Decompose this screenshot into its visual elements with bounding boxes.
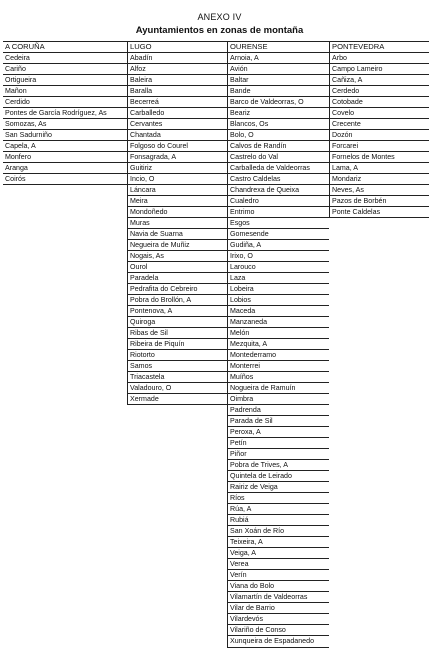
municipality-cell: Montederramo [228,350,329,361]
municipality-cell: Laza [228,273,329,284]
municipality-cell: Vilardevós [228,614,329,625]
municipality-cell: Pobra do Brollón, A [128,295,227,306]
municipality-cell: Dozón [330,130,429,141]
municipality-cell: Negueira de Muñiz [128,240,227,251]
municipality-cell: Mondoñedo [128,207,227,218]
municipality-cell: Pontenova, A [128,306,227,317]
column-header: OURENSE [228,41,329,53]
municipality-cell: Viana do Bolo [228,581,329,592]
municipality-cell: Oimbra [228,394,329,405]
municipality-cell: Neves, As [330,185,429,196]
municipality-cell: Barco de Valdeorras, O [228,97,329,108]
municipality-cell: Cedeira [3,53,127,64]
municipality-cell: Pedrafita do Cebreiro [128,284,227,295]
municipality-cell: Cerdido [3,97,127,108]
municipality-cell: Irixo, O [228,251,329,262]
municipality-cell: Cervantes [128,119,227,130]
municipality-cell: Lobios [228,295,329,306]
municipality-cell: Bande [228,86,329,97]
municipality-cell: Guitiriz [128,163,227,174]
municipality-cell: Pazos de Borbén [330,196,429,207]
municipality-cell: Mondariz [330,174,429,185]
column-header: A CORUÑA [3,41,127,53]
annex-label: ANEXO IV [197,12,242,22]
municipality-cell: Nogueira de Ramuín [228,383,329,394]
municipality-cell: Ribas de Sil [128,328,227,339]
municipality-cell: Beariz [228,108,329,119]
municipality-cell: Valadouro, O [128,383,227,394]
municipality-cell: Ribeira de Piquín [128,339,227,350]
municipality-cell: Monfero [3,152,127,163]
municipality-cell: Rúa, A [228,504,329,515]
column-ourense [227,41,329,648]
municipality-cell: Muras [128,218,227,229]
municipality-cell: Chandrexa de Queixa [228,185,329,196]
municipality-cell: Mezquita, A [228,339,329,350]
municipality-cell: Vilariño de Conso [228,625,329,636]
municipality-cell: San Xoán de Río [228,526,329,537]
municipality-cell: Crecente [330,119,429,130]
municipality-cell: San Sadurniño [3,130,127,141]
municipality-cell: Xunqueira de Espadanedo [228,636,329,648]
municipality-cell: Castrelo do Val [228,152,329,163]
municipality-cell: Carballeda de Valdeorras [228,163,329,174]
municipality-cell: Gomesende [228,229,329,240]
municipality-cell: Incio, O [128,174,227,185]
municipality-cell: Esgos [228,218,329,229]
municipality-cell: Aranga [3,163,127,174]
municipality-cell: Campo Lameiro [330,64,429,75]
municipality-cell: Ortigueira [3,75,127,86]
municipality-cell: Avión [228,64,329,75]
municipality-cell: Cualedro [228,196,329,207]
column-lugo [127,41,227,405]
municipality-cell: Carballedo [128,108,227,119]
municipalities-table [3,41,429,648]
municipality-cell: Baralla [128,86,227,97]
column-a-coruna [3,41,127,185]
municipality-cell: Bolo, O [228,130,329,141]
municipality-cell: Cariño [3,64,127,75]
municipality-cell: Monterrei [228,361,329,372]
municipality-cell: Samos [128,361,227,372]
municipality-cell: Peroxa, A [228,427,329,438]
document-title: Ayuntamientos en zonas de montaña [135,25,304,36]
municipality-cell: Navia de Suarna [128,229,227,240]
column-cells [330,53,429,218]
municipality-cell: Arbo [330,53,429,64]
municipality-cell: Quintela de Leirado [228,471,329,482]
municipality-cell: Vilar de Barrio [228,603,329,614]
municipality-cell: Cañiza, A [330,75,429,86]
municipality-cell: Rairiz de Veiga [228,482,329,493]
column-cells [3,53,127,185]
municipality-cell: Quiroga [128,317,227,328]
municipality-cell: Lobeira [228,284,329,295]
municipality-cell: Forcarei [330,141,429,152]
municipality-cell: Meira [128,196,227,207]
municipality-cell: Láncara [128,185,227,196]
municipality-cell: Alfoz [128,64,227,75]
municipality-cell: Xermade [128,394,227,405]
municipality-cell: Veiga, A [228,548,329,559]
column-pontevedra [329,41,429,218]
municipality-cell: Pontes de García Rodríguez, As [3,108,127,119]
municipality-cell: Larouco [228,262,329,273]
municipality-cell: Padrenda [228,405,329,416]
municipality-cell: Muíños [228,372,329,383]
municipality-cell: Castro Caldelas [228,174,329,185]
municipality-cell: Fornelos de Montes [330,152,429,163]
municipality-cell: Entrimo [228,207,329,218]
municipality-cell: Coirós [3,174,127,185]
municipality-cell: Verea [228,559,329,570]
municipality-cell: Baltar [228,75,329,86]
municipality-cell: Ourol [128,262,227,273]
column-cells [128,53,227,405]
municipality-cell: Lama, A [330,163,429,174]
municipality-cell: Fonsagrada, A [128,152,227,163]
municipality-cell: Piñor [228,449,329,460]
municipality-cell: Rubiá [228,515,329,526]
column-header: PONTEVEDRA [330,41,429,53]
municipality-cell: Triacastela [128,372,227,383]
municipality-cell: Folgoso do Courel [128,141,227,152]
municipality-cell: Blancos, Os [228,119,329,130]
municipality-cell: Petín [228,438,329,449]
municipality-cell: Verín [228,570,329,581]
municipality-cell: Riotorto [128,350,227,361]
municipality-cell: Chantada [128,130,227,141]
municipality-cell: Vilamartín de Valdeorras [228,592,329,603]
municipality-cell: Parada de Sil [228,416,329,427]
column-header: LUGO [128,41,227,53]
municipality-cell: Calvos de Randín [228,141,329,152]
municipality-cell: Covelo [330,108,429,119]
municipality-cell: Cotobade [330,97,429,108]
municipality-cell: Pobra de Trives, A [228,460,329,471]
municipality-cell: Abadín [128,53,227,64]
municipality-cell: Teixeira, A [228,537,329,548]
municipality-cell: Maceda [228,306,329,317]
column-cells [228,53,329,648]
municipality-cell: Arnoia, A [228,53,329,64]
municipality-cell: Ríos [228,493,329,504]
municipality-cell: Ponte Caldelas [330,207,429,218]
municipality-cell: Capela, A [3,141,127,152]
municipality-cell: Baleira [128,75,227,86]
municipality-cell: Paradela [128,273,227,284]
municipality-cell: Manzaneda [228,317,329,328]
municipality-cell: Becerreá [128,97,227,108]
municipality-cell: Cerdedo [330,86,429,97]
municipality-cell: Gudiña, A [228,240,329,251]
municipality-cell: Melón [228,328,329,339]
municipality-cell: Somozas, As [3,119,127,130]
municipality-cell: Nogais, As [128,251,227,262]
municipality-cell: Mañon [3,86,127,97]
